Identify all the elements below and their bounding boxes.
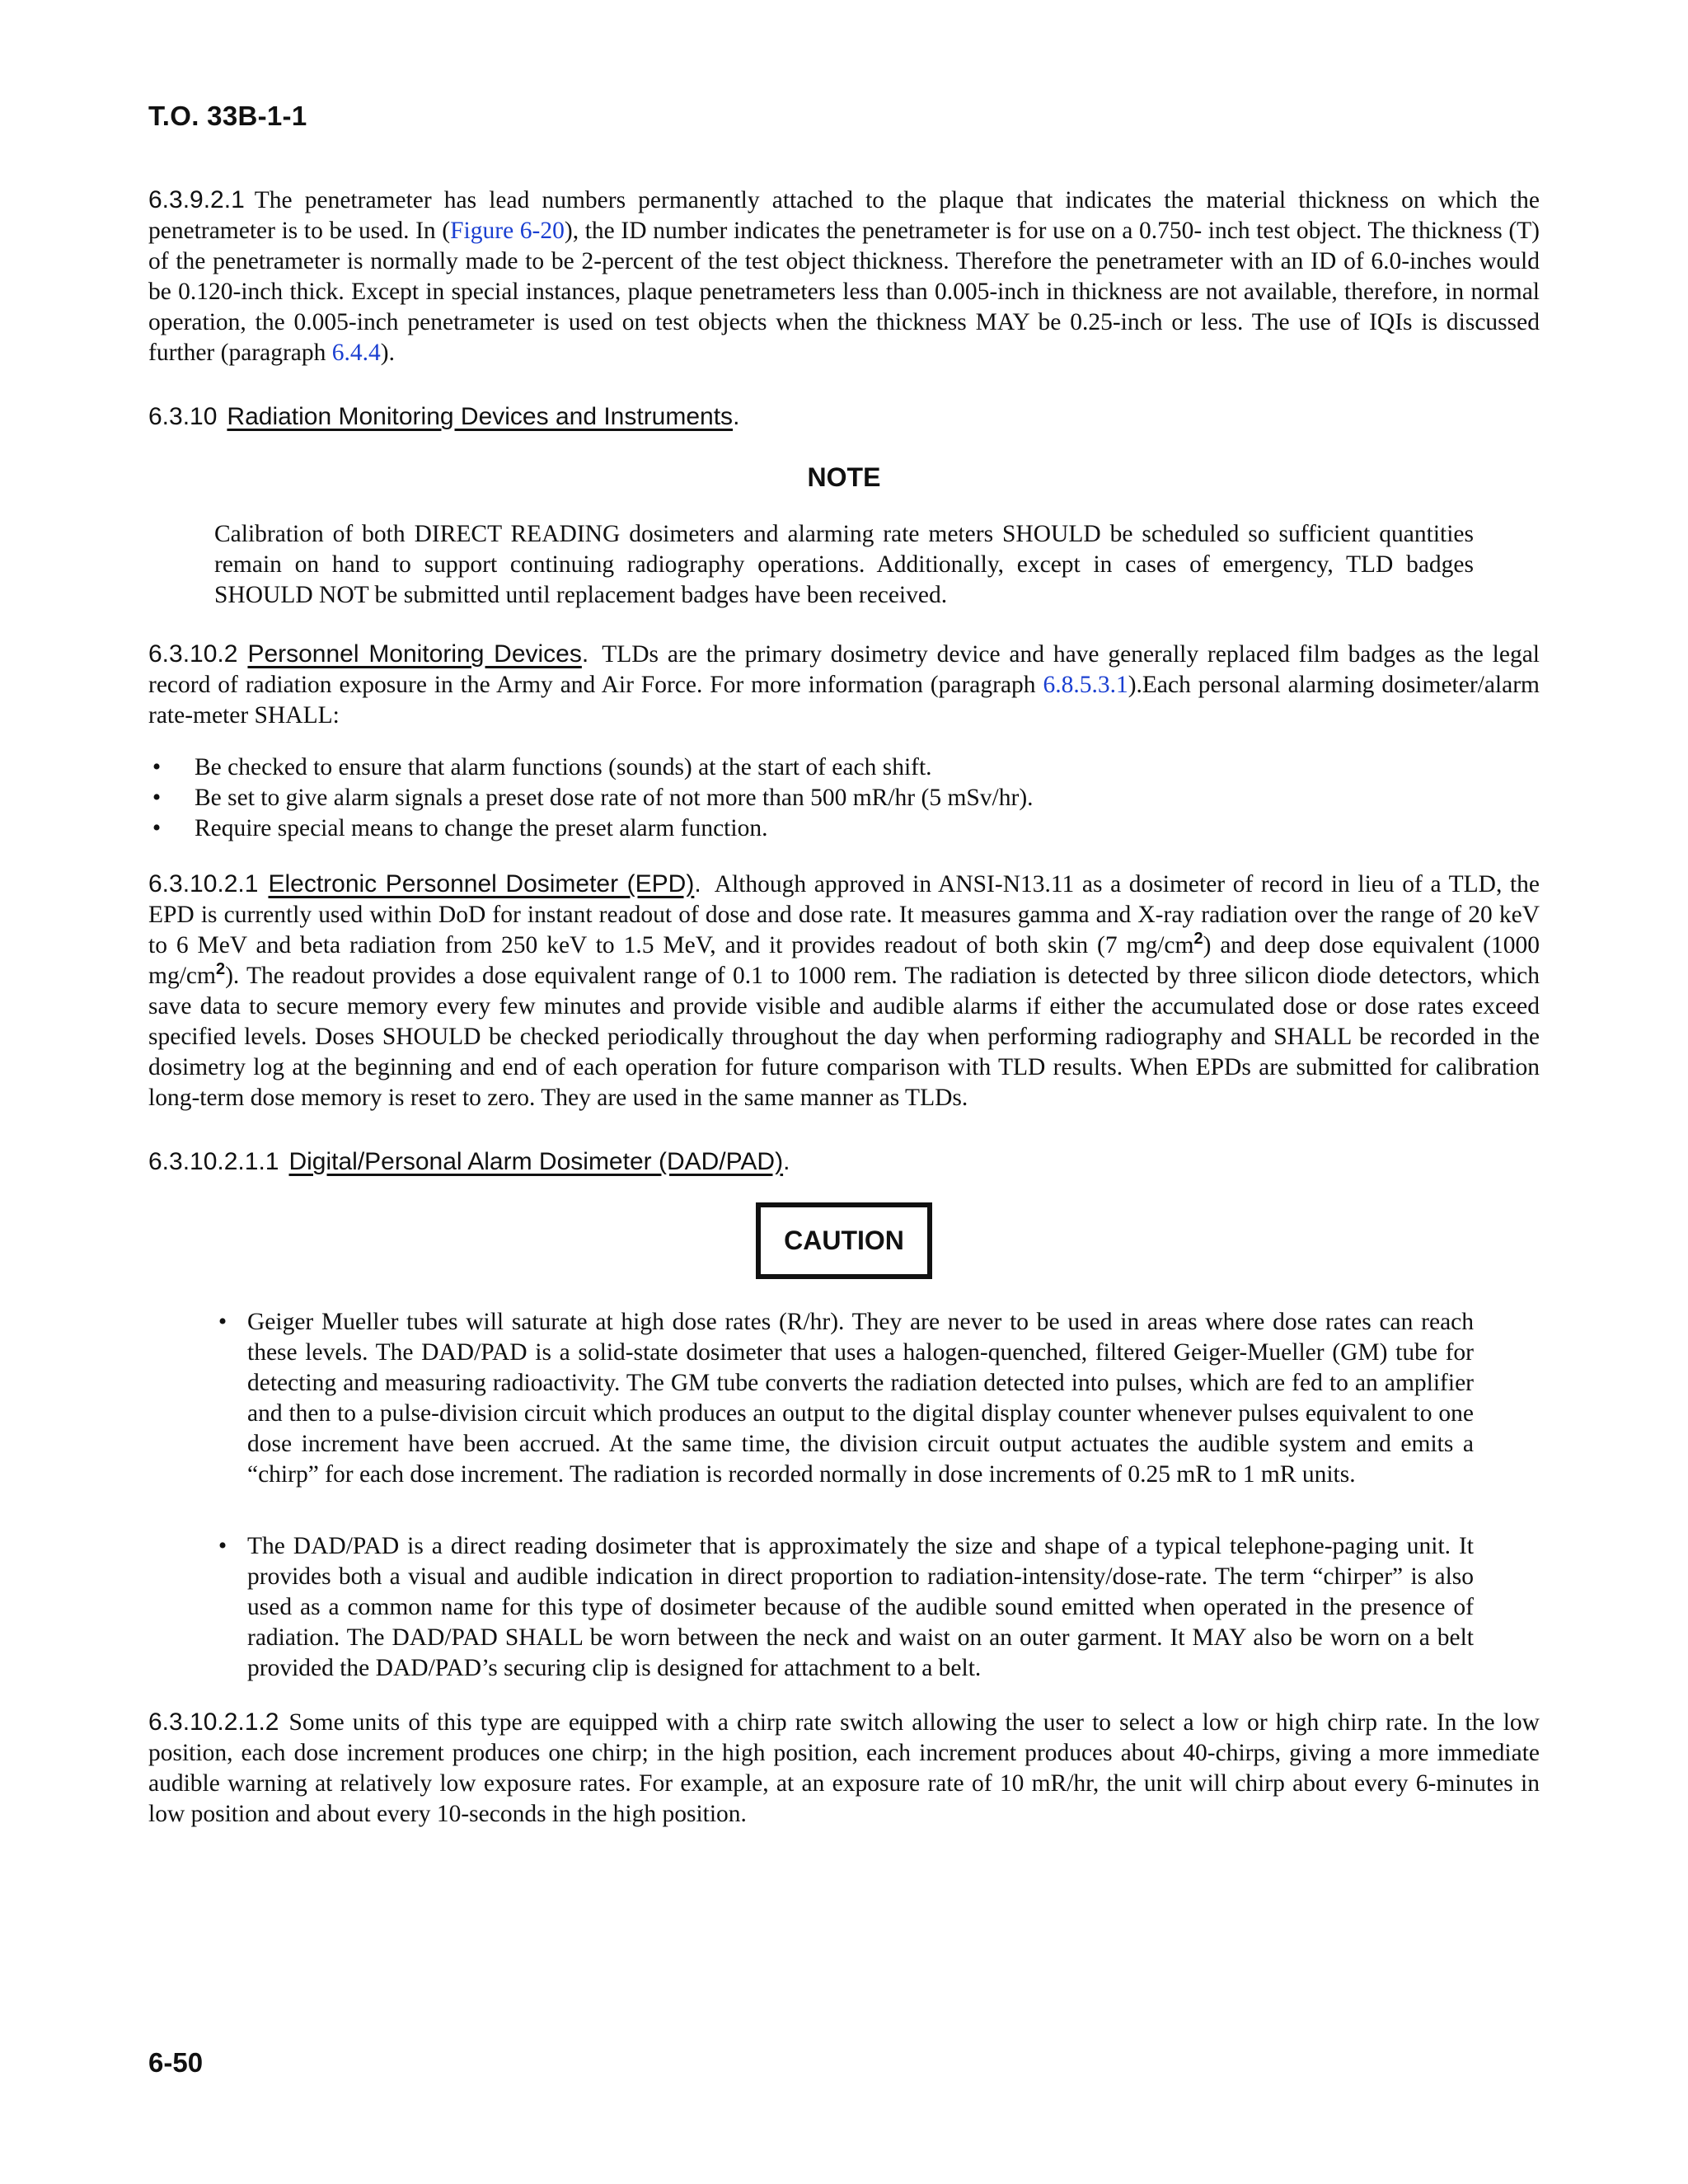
caution-label: CAUTION [756, 1202, 932, 1279]
document-id-header: T.O. 33B-1-1 [148, 101, 307, 131]
caution-box-wrapper [148, 1202, 1540, 1279]
list-item: • Be set to give alarm signals a preset dose rate of not more than 500 mR/hr (5 mSv/hr). [148, 783, 1540, 813]
list-item: • Be checked to ensure that alarm functions (sounds) at the start of each shift. [148, 752, 1540, 783]
paragraph-title: Digital/Personal Alarm Dosimeter (DAD/PAD) [288, 1148, 784, 1175]
bullet-icon: • [218, 1533, 227, 1559]
paragraph-6-4-4-link[interactable]: 6.4.4 [331, 340, 381, 366]
section-title: Radiation Monitoring Devices and Instruments [227, 403, 734, 430]
section-heading-6-3-10: 6.3.10 Radiation Monitoring Devices and Instruments. [148, 403, 740, 430]
note-label: NOTE [807, 462, 881, 492]
figure-6-20-link[interactable]: Figure 6-20 [450, 218, 565, 244]
paragraph-number: 6.3.9.2.1 [148, 186, 245, 213]
paragraph-number: 6.3.10.2.1.1 [148, 1148, 279, 1175]
paragraph-6-3-9-2-1: 6.3.9.2.1 The penetrameter has lead numbers permanently attached to the plaque that indicates the material thickness on which the penetrameter is to be used. In (Figure 6-20), the ID number indicates the penetrameter is for use on a 0.750- inch test object. The thickness (T) of the penetrameter is normally made to be 2-percent of the test object thickness. Therefore the penetrameter with an ID of 6.0-inches would be 0.120-inch thick. Except in special instances, plaque penetrameters less than 0.005-inch in thickness are not available, therefore, in normal operation, the 0.005-inch penetrameter is used on test objects when the thickness MAY be 0.25-inch or less. The use of IQIs is discussed further (paragraph 6.4.4). [148, 186, 1540, 366]
paragraph-title: Personnel Monitoring Devices [247, 640, 582, 668]
list-item: • The DAD/PAD is a direct reading dosimeter that is approximately the size and shape of a typical telephone-paging unit. It provides both a visual and audible indication in direct proportion to radiation-intensity/dose-rate. The term “chirper” is also used as a common name for this type of dosimeter because of the audible sound emitted when operated in the presence of radiation. The DAD/PAD SHALL be worn between the neck and waist on an outer garment. It MAY also be worn on a belt provided the DAD/PAD’s securing clip is designed for attachment to a belt. [214, 1531, 1474, 1684]
note-text: Calibration of both DIRECT READING dosimeters and alarming rate meters SHOULD be scheduled so sufficient quantities remain on hand to support continuing radiography operations. Additionally, except in cases of emergency, TLD badges SHOULD NOT be submitted until replacement badges have been received. [214, 521, 1474, 608]
paragraph-6-3-10-2-1: 6.3.10.2.1 Electronic Personnel Dosimeter (EPD). Although approved in ANSI-N13.11 as a dosimeter of record in lieu of a TLD, the EPD is currently used within DoD for instant readout of dose and dose rate. It measures gamma and X-ray radiation over the range of 20 keV to 6 MeV and beta radiation from 250 keV to 1.5 MeV, and it provides readout of both skin (7 $mg/cm^2$) and deep dose equivalent (1000 $mg/cm^2$). The readout provides a dose equivalent range of 0.1 to 1000 rem. The radiation is detected by three silicon diode detectors, which save data to secure memory every few minutes and provide visible and audible alarms if either the accumulated dose or dose rates exceed specified levels. Doses SHOULD be checked periodically throughout the day when performing radiography and SHALL be recorded in the dosimetry log at the beginning and end of each operation for future comparison with TLD results. When EPDs are submitted for calibration long-term dose memory is reset to zero. They are used in the same manner as TLDs. [148, 870, 1540, 1111]
paragraph-number: 6.3.10.2.1.2 [148, 1708, 279, 1736]
paragraph-heading-6-3-10-2-1-1: 6.3.10.2.1.1 Digital/Personal Alarm Dosimeter (DAD/PAD). [148, 1148, 790, 1175]
section-number: 6.3.10 [148, 403, 218, 430]
page-number-footer: 6-50 [148, 2047, 204, 2078]
bullet-icon: • [152, 815, 162, 841]
paragraph-6-3-10-2: 6.3.10.2 Personnel Monitoring Devices. TLDs are the primary dosimetry device and have generally replaced film badges as the legal record of radiation exposure in the Army and Air Force. For more information (paragraph 6.8.5.3.1).Each personal alarming dosimeter/alarm rate-meter SHALL: [148, 640, 1540, 729]
caution-list [214, 1307, 1474, 1684]
list-item: • Geiger Mueller tubes will saturate at high dose rates (R/hr). They are never to be used in areas where dose rates can reach these levels. The DAD/PAD is a solid-state dosimeter that uses a halogen-quenched, filtered Geiger-Mueller (GM) tube for detecting and measuring radioactivity. The GM tube converts the radiation detected into pulses, which are fed to an amplifier and then to a pulse-division circuit which produces an output to the digital display counter whenever pulses equivalent to one dose increment have been accrued. At the same time, the division circuit output actuates the audible system and emits a “chirp” for each dose increment. The radiation is recorded normally in dose increments of 0.25 mR to 1 mR units. [214, 1307, 1474, 1490]
page-content [148, 185, 1540, 1830]
paragraph-6-8-5-3-1-link[interactable]: 6.8.5.3.1 [1043, 672, 1128, 698]
alarm-requirements-list [148, 752, 1540, 844]
paragraph-number: 6.3.10.2.1 [148, 870, 259, 898]
bullet-icon: • [152, 754, 162, 780]
list-item: • Require special means to change the preset alarm function. [148, 813, 1540, 844]
paragraph-number: 6.3.10.2 [148, 640, 238, 668]
paragraph-6-3-10-2-1-2: 6.3.10.2.1.2 Some units of this type are equipped with a chirp rate switch allowing the user to select a low or high chirp rate. In the low position, each dose increment produces one chirp; in the high position, each increment produces about 40-chirps, giving a more immediate audible warning at relatively low exposure rates. For example, at an exposure rate of 10 mR/hr, the unit will chirp about every 6-minutes in low position and about every 10-seconds in the high position. [148, 1708, 1540, 1827]
bullet-icon: • [218, 1309, 227, 1335]
bullet-icon: • [152, 785, 162, 811]
paragraph-title: Electronic Personnel Dosimeter (EPD) [268, 870, 695, 898]
